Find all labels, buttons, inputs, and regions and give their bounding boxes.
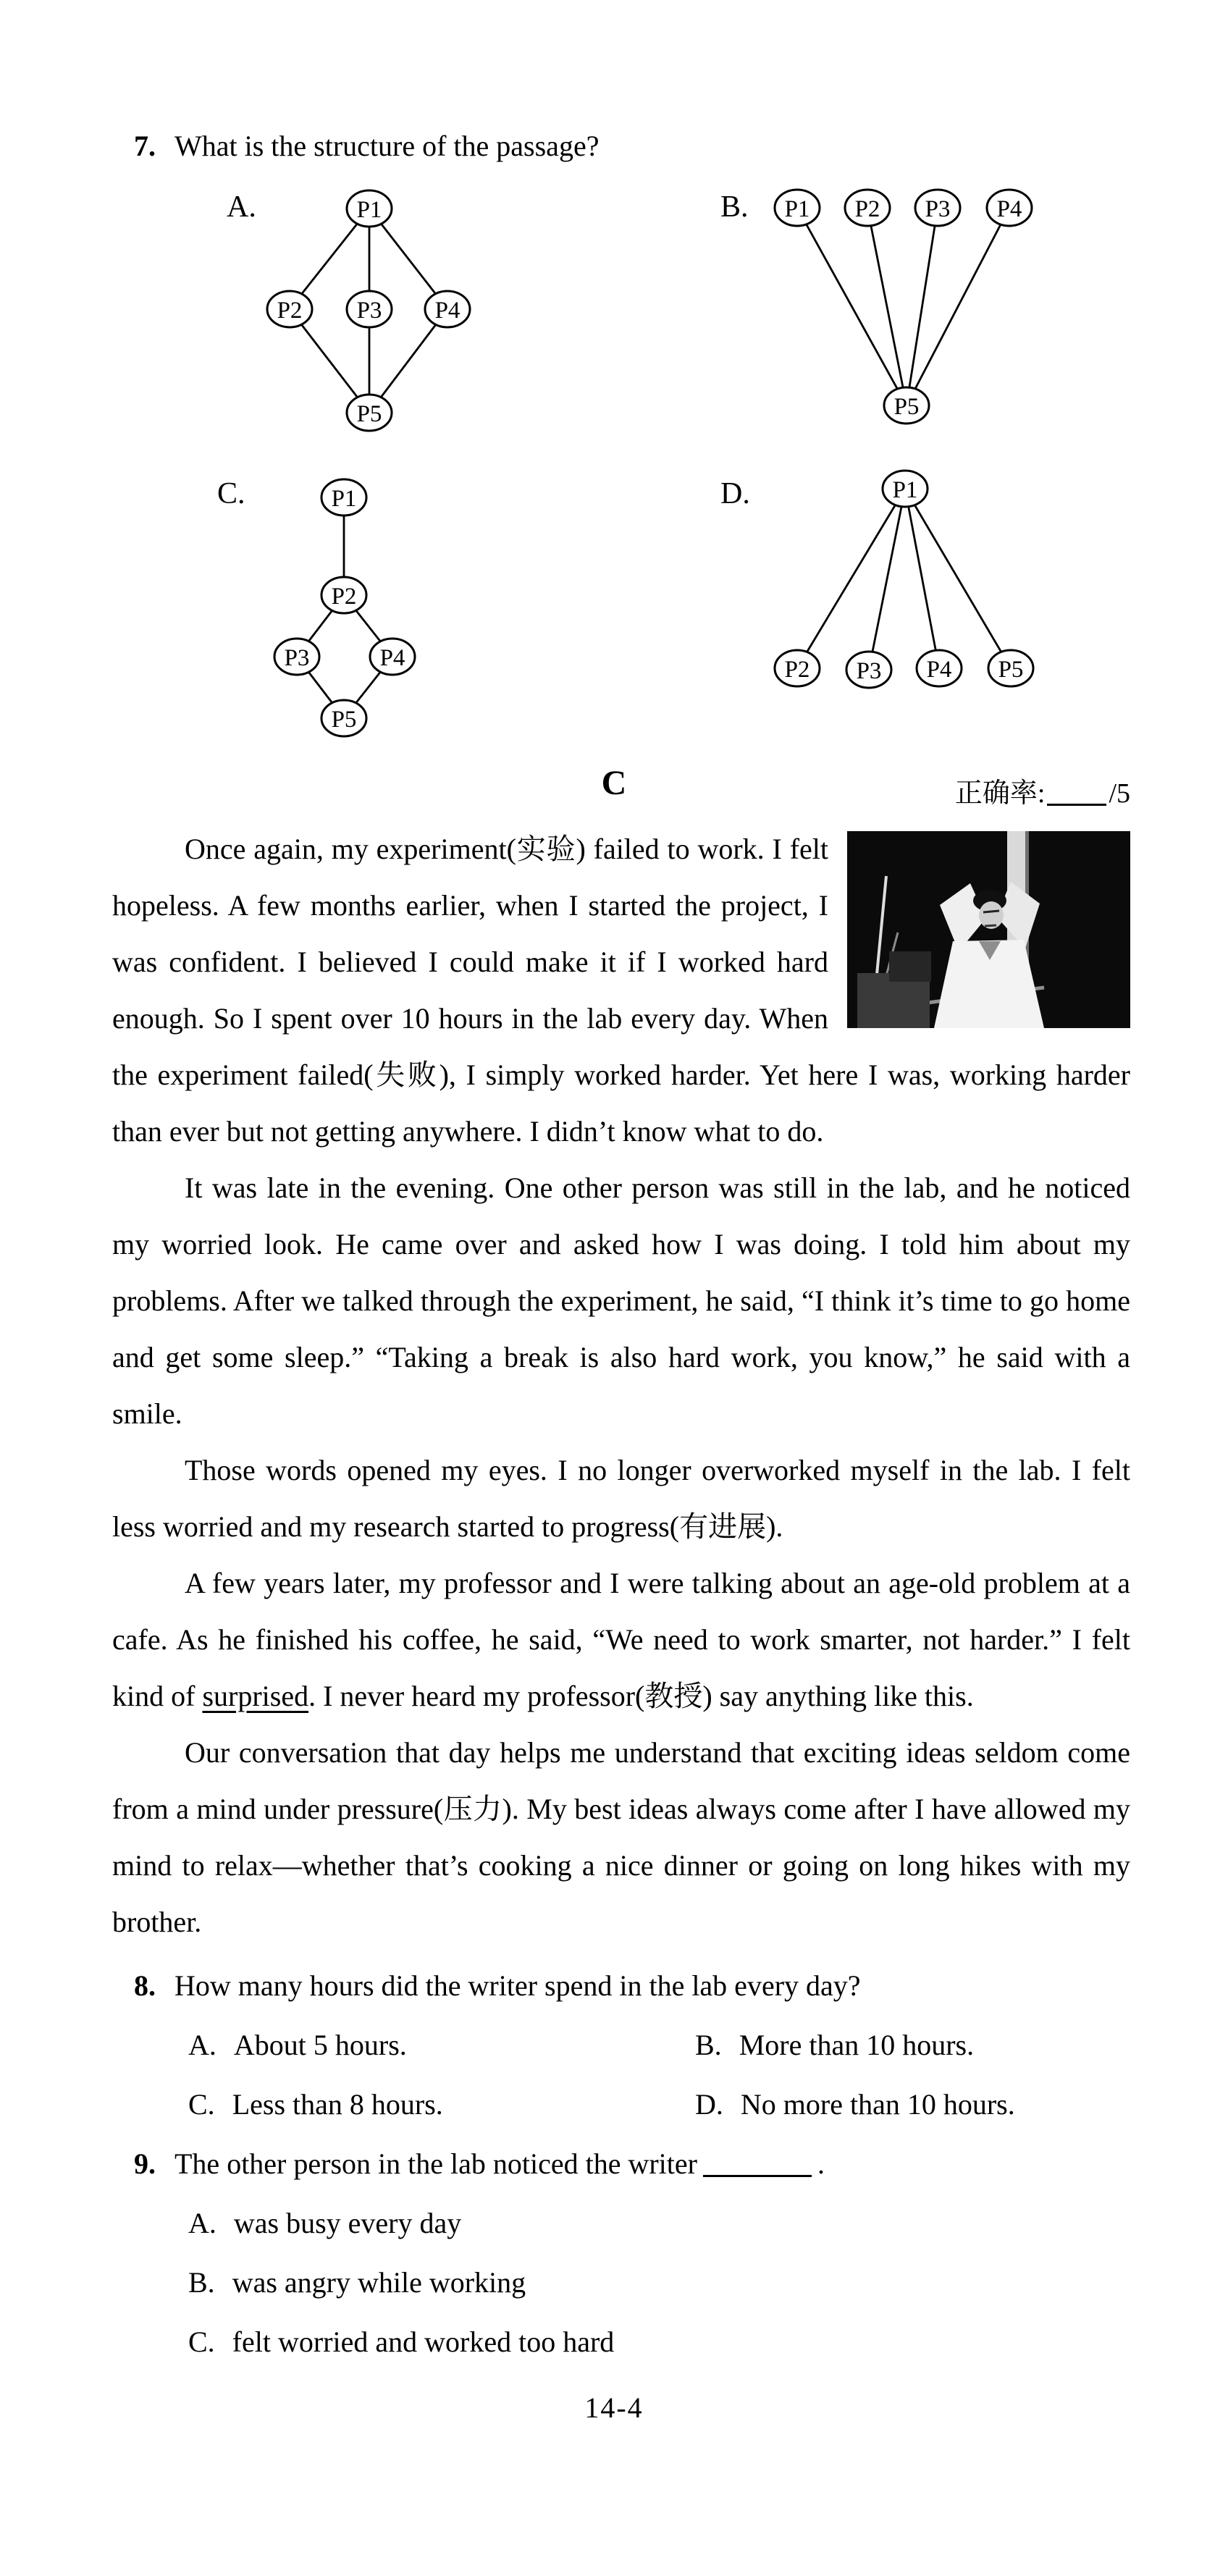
question-8-option-c	[188, 2075, 695, 2134]
paragraph-node-label: P3	[284, 645, 310, 671]
option-letter: C.	[188, 2325, 215, 2358]
option-letter: B.	[188, 2266, 215, 2299]
option-text: Less than 8 hours.	[232, 2088, 443, 2121]
paragraph-node-label: P5	[331, 707, 357, 733]
question-8-option-a	[188, 2016, 695, 2075]
question-8	[134, 1956, 1130, 2134]
passage-photo	[847, 831, 1130, 1028]
diagram-edge	[797, 489, 905, 668]
passage-paragraph	[112, 1555, 1130, 1725]
option-letter: B.	[695, 2029, 722, 2061]
diagram-edge	[797, 208, 907, 405]
paragraph-node-label: P5	[998, 657, 1024, 683]
paragraph-node-label: P4	[434, 298, 460, 324]
paragraph-node-label: P1	[784, 196, 810, 222]
question-8-option-b	[695, 2016, 1130, 2075]
paragraph-node-label: P2	[784, 657, 810, 683]
lab-photo-illustration	[847, 831, 1130, 1028]
diagram-option-label-d: D.	[720, 477, 750, 510]
question-8-stem	[134, 1956, 1130, 2016]
option-letter: A.	[188, 2029, 216, 2061]
passage	[112, 821, 1130, 1950]
option-text: was busy every day	[233, 2207, 462, 2239]
option-letter: A.	[188, 2207, 216, 2239]
paragraph-node-label: P4	[926, 657, 952, 683]
diagram-edge	[867, 208, 907, 405]
passage-text: . I never heard my professor(教授) say anything like this.	[308, 1680, 974, 1712]
section-title: C	[601, 764, 627, 802]
paragraph-node-label: P5	[893, 394, 920, 420]
question-9	[134, 2134, 1130, 2372]
passage-paragraph	[112, 1442, 1130, 1555]
section-c-header	[98, 763, 1130, 815]
page-number-text: 14-4	[584, 2391, 644, 2424]
option-text: About 5 hours.	[233, 2029, 407, 2061]
question-9-options	[188, 2194, 1130, 2372]
diagram-option-label-a: A.	[227, 190, 256, 224]
question-8-options	[188, 2016, 1130, 2134]
option-text: No more than 10 hours.	[740, 2088, 1015, 2121]
paragraph-node-label: P3	[856, 658, 882, 684]
score-label: 正确率:	[954, 778, 1046, 809]
structure-diagram-a	[253, 181, 485, 438]
passage-text: A few years later, my professor and I were talking about an age-old problem at a cafe. As he finished his coffee, he said, “We need to work smarter, not harder.” I felt kind of	[112, 1567, 1130, 1712]
structure-diagram-d	[760, 465, 1043, 696]
question-8-option-d	[695, 2075, 1130, 2134]
score-denominator: /5	[1109, 778, 1130, 809]
paragraph-node-label: P4	[379, 645, 405, 671]
option-letter: C.	[188, 2088, 215, 2121]
question-7-number: 7.	[134, 130, 156, 162]
question-7	[134, 123, 1130, 752]
question-9-period: .	[817, 2147, 825, 2180]
diagram-edge	[869, 489, 905, 670]
structure-diagram-b	[760, 181, 1043, 431]
option-text: More than 10 hours.	[739, 2029, 975, 2061]
question-9-text: The other person in the lab noticed the writer	[174, 2147, 697, 2180]
option-text: was angry while working	[232, 2266, 526, 2299]
passage-text: It was late in the evening. One other person was still in the lab, and he noticed my worried look. He came over and asked how I was doing. I told him about my problems. After we talked through the experiment, he said, “I think it’s time to go home and get some sleep.” “Taking a break is also hard work, you know,” he said with a smile.	[112, 1171, 1130, 1430]
structure-diagram-c	[268, 465, 420, 747]
passage-paragraph	[112, 1160, 1130, 1442]
passage-text: Once again, my experiment(实验) failed to work. I felt hopeless. A few months earlier, when I started the project, I was confident. I believed I could make it if I worked hard enough. So I spent over 10 hours in the lab every day. When the experiment failed(失败), I simply worked harder. Yet here I was, working harder than ever but not getting anywhere. I didn’t know what to do.	[112, 833, 1130, 1148]
diagram-edge	[905, 489, 1011, 668]
paragraph-node-label: P4	[996, 196, 1022, 222]
question-7-text: What is the structure of the passage?	[174, 130, 600, 162]
paragraph-node-label: P2	[854, 196, 880, 222]
question-9-stem	[134, 2134, 1130, 2194]
paragraph-node-label: P1	[356, 197, 382, 223]
question-7-stem	[134, 123, 1130, 169]
diagram-option-label-b: B.	[720, 190, 749, 224]
question-7-diagrams	[134, 181, 1130, 752]
paragraph-node-label: P2	[277, 298, 303, 324]
question-9-blank	[703, 2147, 812, 2177]
paragraph-node-label: P3	[925, 196, 951, 222]
passage-paragraph	[112, 1725, 1130, 1950]
question-9-option-a	[188, 2194, 1130, 2253]
option-text: felt worried and worked too hard	[232, 2325, 615, 2358]
paragraph-node-label: P1	[892, 477, 918, 503]
paragraph-node-label: P2	[331, 584, 357, 610]
question-8-text: How many hours did the writer spend in the lab every day?	[174, 1969, 861, 2002]
underlined-word: surprised	[202, 1680, 309, 1712]
question-8-number: 8.	[134, 1969, 156, 2002]
paragraph-node-label: P3	[356, 298, 382, 324]
passage-text: Those words opened my eyes. I no longer overworked myself in the lab. I felt less worried and my research started to progress(有进展).	[112, 1454, 1130, 1543]
question-9-option-b	[188, 2253, 1130, 2312]
score-field	[955, 770, 1130, 810]
page-number	[98, 2391, 1130, 2425]
paragraph-node-label: P1	[331, 486, 357, 512]
passage-text: Our conversation that day helps me understand that exciting ideas seldom come from a mind under pressure(压力). My best ideas always come after I have allowed my mind to relax—whether that’s cooking a nice dinner or going on long hikes with my brother.	[112, 1736, 1130, 1938]
question-9-number: 9.	[134, 2147, 156, 2180]
question-9-option-c	[188, 2312, 1130, 2372]
paragraph-node-label: P5	[356, 401, 382, 427]
diagram-option-label-c: C.	[217, 477, 245, 510]
score-blank	[1047, 777, 1106, 805]
option-letter: D.	[695, 2088, 723, 2121]
